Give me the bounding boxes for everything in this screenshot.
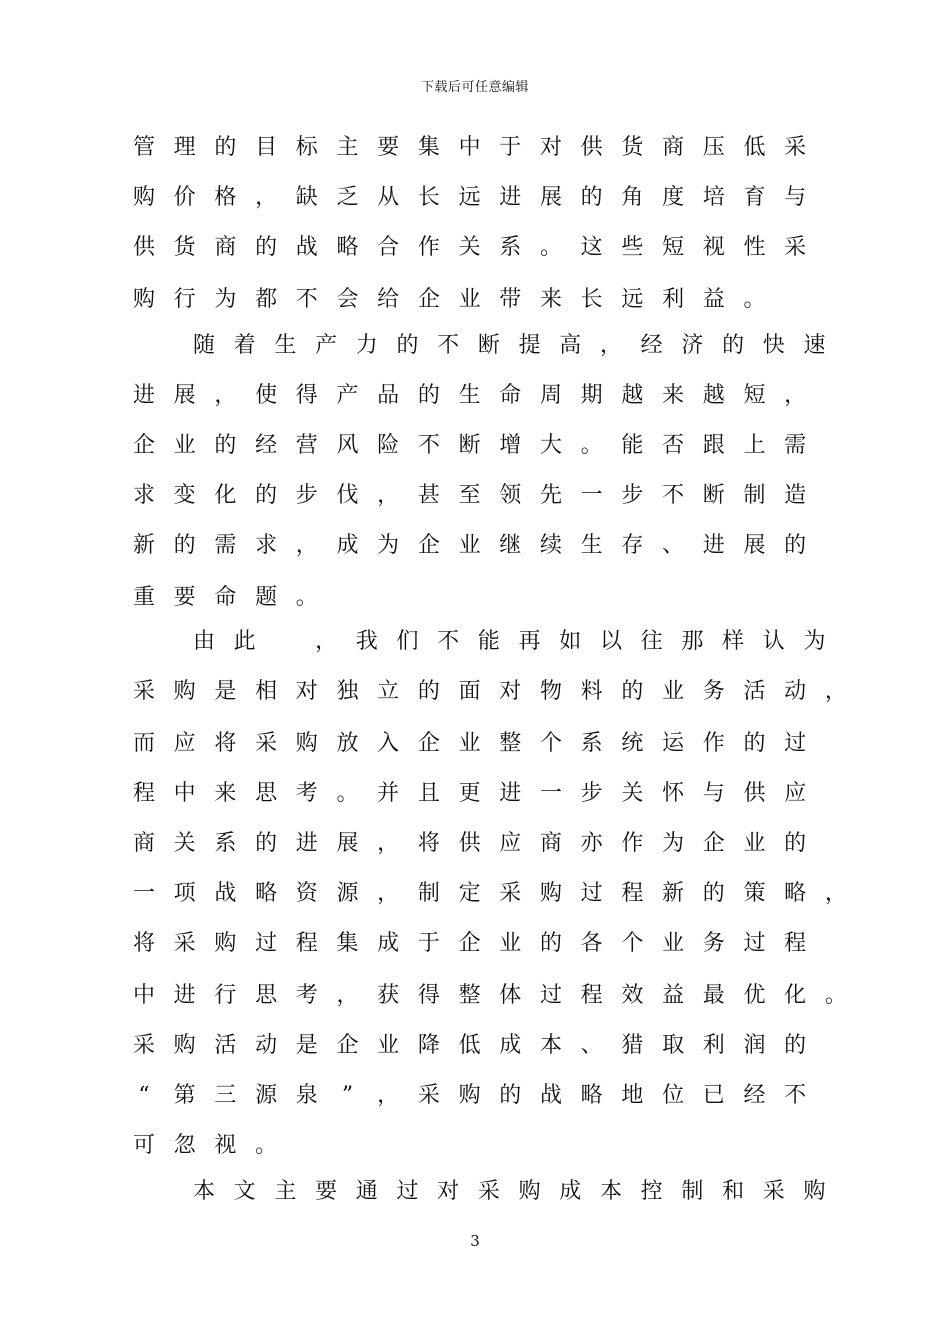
- text-line: 采 购 活 动 是 企 业 降 低 成 本 、 猎 取 利 润 的: [132, 1033, 807, 1058]
- text-line: 可 忽 视 。: [132, 1133, 278, 1158]
- text-line: 程 中 来 思 考 。 并 且 更 进 一 步 关 怀 与 供 应: [132, 781, 807, 806]
- text-line: 中 进 行 思 考 ， 获 得 整 体 过 程 效 益 最 优 化 。: [132, 983, 847, 1008]
- text-line: 而 应 将 采 购 放 入 企 业 整 个 系 统 运 作 的 过: [132, 731, 807, 756]
- page-number: 3: [470, 1232, 480, 1250]
- text-line: 商 关 系 的 进 展 ， 将 供 应 商 亦 作 为 企 业 的: [132, 831, 807, 856]
- text-line: 将 采 购 过 程 集 成 于 企 业 的 各 个 业 务 过 程: [132, 931, 807, 956]
- text-line: 购 价 格 ， 缺 乏 从 长 远 进 展 的 角 度 培 育 与: [132, 185, 807, 210]
- text-line: 供 货 商 的 战 略 合 作 关 系 。 这 些 短 视 性 采: [132, 235, 807, 260]
- text-line: 由 此 ， 我 们 不 能 再 如 以 往 那 样 认 为: [192, 629, 826, 654]
- text-line: 管 理 的 目 标 主 要 集 中 于 对 供 货 商 压 低 采: [132, 135, 807, 160]
- text-line: 新 的 需 求 ， 成 为 企 业 继 续 生 存 、 进 展 的: [132, 533, 807, 558]
- text-line: “ 第 三 源 泉 ” ， 采 购 的 战 略 地 位 已 经 不: [138, 1083, 807, 1108]
- text-line: 一 项 战 略 资 源 ， 制 定 采 购 过 程 新 的 策 略 ，: [132, 881, 847, 906]
- page-header: 下载后可任意编辑: [420, 80, 529, 95]
- text-line: 重 要 命 题 。: [132, 585, 318, 610]
- text-line: 求 变 化 的 步 伐 ， 甚 至 领 先 一 步 不 断 制 造: [132, 483, 807, 508]
- text-line: 采 购 是 相 对 独 立 的 面 对 物 料 的 业 务 活 动 ，: [132, 679, 847, 704]
- text-line: 进 展 ， 使 得 产 品 的 生 命 周 期 越 来 越 短 ，: [132, 383, 807, 408]
- text-line: 企 业 的 经 营 风 险 不 断 增 大 。 能 否 跟 上 需: [132, 433, 807, 458]
- text-line: 随 着 生 产 力 的 不 断 提 高 ， 经 济 的 快 速: [192, 333, 826, 358]
- text-line: 本 文 主 要 通 过 对 采 购 成 本 控 制 和 采 购: [192, 1179, 826, 1204]
- text-line: 购 行 为 都 不 会 给 企 业 带 来 长 远 利 益 。: [132, 287, 766, 312]
